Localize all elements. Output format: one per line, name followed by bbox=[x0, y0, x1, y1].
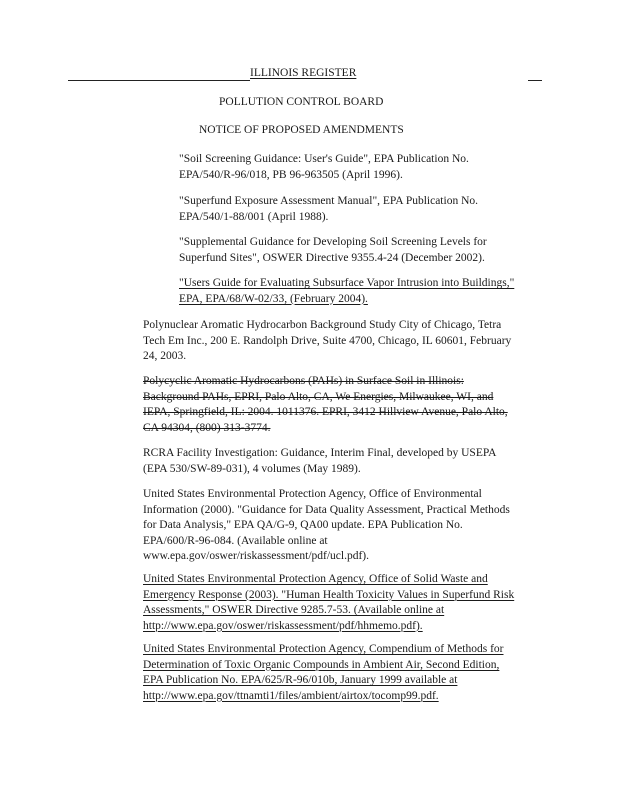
text-line: IEPA, Springfield, IL: 2004. 1011376. EPRI, 3412 Hillview Avenue, Palo Alto, bbox=[143, 406, 508, 418]
header-rule-right bbox=[528, 80, 542, 81]
text-line: www.epa.gov/oswer/riskassessment/pdf/ucl.pdf). bbox=[143, 550, 370, 562]
notice-title: NOTICE OF PROPOSED AMENDMENTS bbox=[199, 124, 404, 136]
text-line: for Data Analysis," EPA QA/G-9, QA00 update. EPA Publication No. bbox=[143, 519, 463, 531]
text-line: Background PAHs, EPRI, Palo Alto, CA, We Energies, Milwaukee, WI, and bbox=[143, 390, 494, 403]
ref-pah-study bbox=[143, 318, 511, 365]
text-line: http://www.epa.gov/oswer/riskassessment/pdf/hhmemo.pdf). bbox=[143, 619, 423, 632]
text-line: United States Environmental Protection Agency, Compendium of Methods for bbox=[143, 643, 504, 655]
ref-usepa-hhtv-added bbox=[143, 572, 514, 634]
ref-supplemental bbox=[179, 235, 487, 266]
ref-usepa-dqa bbox=[143, 487, 510, 565]
text-line: "Superfund Exposure Assessment Manual", EPA Publication No. bbox=[179, 195, 479, 207]
text-line: Polycyclic Aromatic Hydrocarbons (PAHs) in Surface Soil in Illinois: bbox=[143, 375, 464, 387]
text-line: "Supplemental Guidance for Developing Soil Screening Levels for bbox=[179, 236, 487, 248]
ref-rcra bbox=[143, 446, 497, 477]
text-line: Information (2000). "Guidance for Data Quality Assessment, Practical Methods bbox=[143, 503, 510, 516]
header-rule-left bbox=[68, 80, 250, 81]
text-line: Polynuclear Aromatic Hydrocarbon Background Study City of Chicago, Tetra bbox=[143, 319, 502, 331]
ref-soil-screening bbox=[179, 152, 469, 183]
text-line: Superfund Sites", OSWER Directive 9355.4-24 (December 2002). bbox=[179, 251, 485, 264]
text-line: Determination of Toxic Organic Compounds in Ambient Air, Second Edition, bbox=[143, 658, 500, 671]
text-line: United States Environmental Protection Agency, Office of Solid Waste and bbox=[143, 573, 488, 585]
text-line: CA 94304, (800) 313-3774. bbox=[143, 421, 271, 434]
text-line: http://www.epa.gov/ttnamti1/files/ambient/airtox/tocomp99.pdf. bbox=[143, 689, 439, 702]
ref-pah-soils-deleted bbox=[143, 374, 508, 436]
ref-superfund-manual bbox=[179, 194, 478, 225]
text-line: United States Environmental Protection Agency, Office of Environmental bbox=[143, 488, 482, 500]
text-line: 24, 2003. bbox=[143, 350, 187, 362]
text-line: RCRA Facility Investigation: Guidance, Interim Final, developed by USEPA bbox=[143, 447, 497, 459]
text-line: Tech Em Inc., 200 E. Randolph Drive, Suite 4700, Chicago, IL 60601, February bbox=[143, 334, 512, 347]
text-line: EPA/540/R-96/018, PB 96-963505 (April 1996). bbox=[179, 168, 403, 181]
text-line: "Users Guide for Evaluating Subsurface Vapor Intrusion into Buildings," bbox=[179, 277, 515, 289]
text-line: EPA, EPA/68/W-02/33, (February 2004). bbox=[179, 292, 368, 305]
ref-vapor-intrusion-added bbox=[179, 276, 514, 307]
ref-usepa-compendium-added bbox=[143, 642, 504, 704]
register-title: ILLINOIS REGISTER bbox=[250, 67, 357, 79]
board-title: POLLUTION CONTROL BOARD bbox=[219, 96, 384, 108]
text-line: Emergency Response (2003). "Human Health Toxicity Values in Superfund Risk bbox=[143, 588, 515, 601]
text-line: EPA Publication No. EPA/625/R-96/010b, January 1999 available at bbox=[143, 674, 458, 686]
text-line: EPA/600/R-96-084. (Available online at bbox=[143, 534, 328, 547]
text-line: EPA/540/1-88/001 (April 1988). bbox=[179, 210, 329, 223]
text-line: Assessments," OSWER Directive 9285.7-53. (Available online at bbox=[143, 604, 445, 616]
text-line: (EPA 530/SW-89-031), 4 volumes (May 1989). bbox=[143, 462, 361, 475]
text-line: "Soil Screening Guidance: User's Guide", EPA Publication No. bbox=[179, 153, 469, 165]
